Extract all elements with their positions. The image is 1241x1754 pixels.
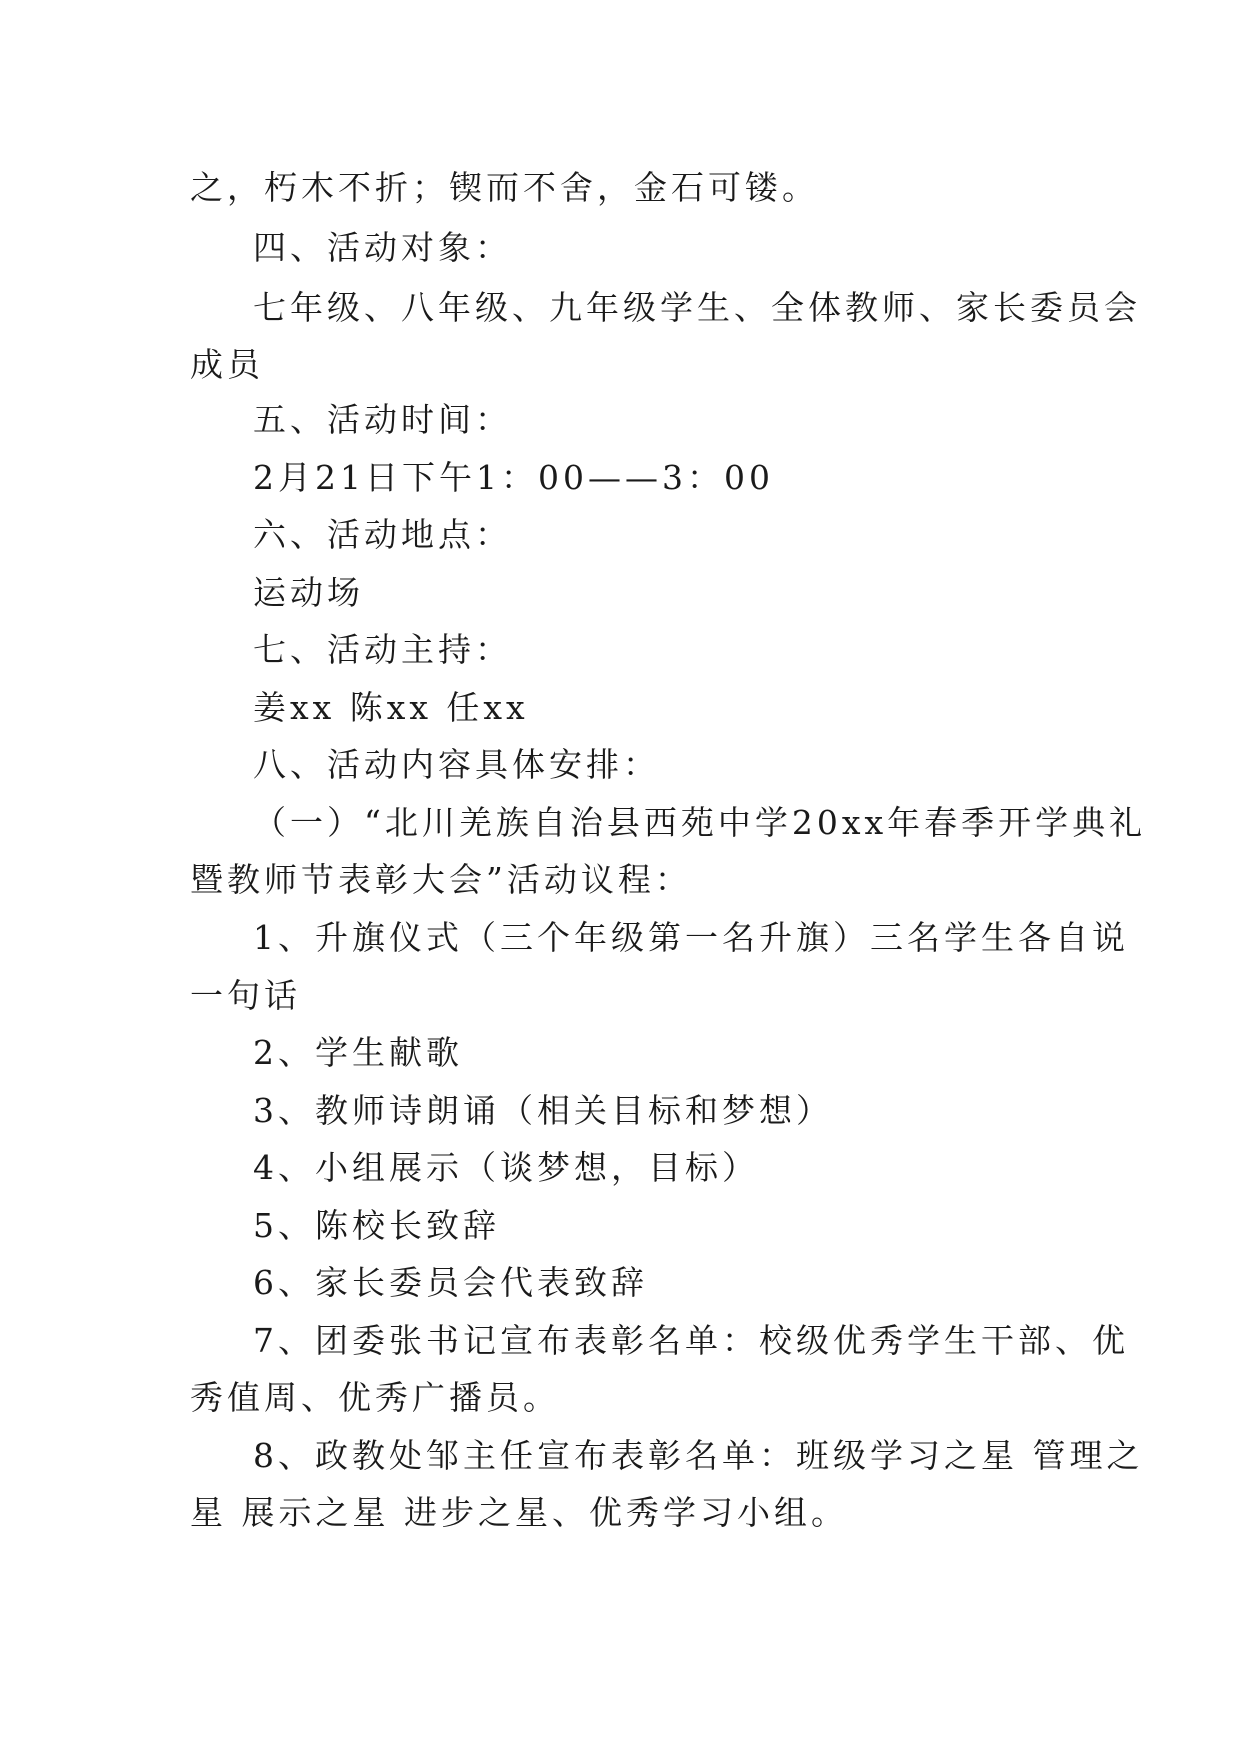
list-item: 4、小组展示（谈梦想，目标）: [253, 1148, 759, 1187]
list-item: 6、家长委员会代表致辞: [253, 1263, 648, 1302]
text-line: 成员: [190, 345, 264, 384]
list-item: 5、陈校长致辞: [253, 1206, 500, 1245]
text-line: 星 展示之星 进步之星、优秀学习小组。: [190, 1493, 848, 1532]
section-heading: 六、活动地点：: [253, 515, 512, 554]
list-item: 1、升旗仪式（三个年级第一名升旗）三名学生各自说: [253, 918, 1129, 957]
list-item: 3、教师诗朗诵（相关目标和梦想）: [253, 1091, 833, 1130]
text-line: 暨教师节表彰大会”活动议程：: [190, 860, 692, 899]
text-line: 秀值周、优秀广播员。: [190, 1378, 560, 1417]
text-line: 七年级、八年级、九年级学生、全体教师、家长委员会: [253, 288, 1141, 327]
section-heading: 八、活动内容具体安排：: [253, 745, 660, 784]
section-heading: 五、活动时间：: [253, 400, 512, 439]
text-line: （一）“北川羌族自治县西苑中学20xx年春季开学典礼: [253, 803, 1147, 842]
section-heading: 四、活动对象：: [253, 228, 512, 267]
list-item: 7、团委张书记宣布表彰名单：校级优秀学生干部、优: [253, 1321, 1129, 1360]
list-item: 2、学生献歌: [253, 1033, 463, 1072]
text-line: 2月21日下午1：00——3：00: [253, 458, 774, 497]
section-heading: 七、活动主持：: [253, 630, 512, 669]
text-line: 之，朽木不折；锲而不舍，金石可镂。: [190, 168, 819, 207]
text-line: 一句话: [190, 976, 301, 1015]
list-item: 8、政教处邹主任宣布表彰名单：班级学习之星 管理之: [253, 1436, 1144, 1475]
text-line: 运动场: [253, 573, 364, 612]
text-line: 姜xx 陈xx 任xx: [253, 688, 529, 727]
